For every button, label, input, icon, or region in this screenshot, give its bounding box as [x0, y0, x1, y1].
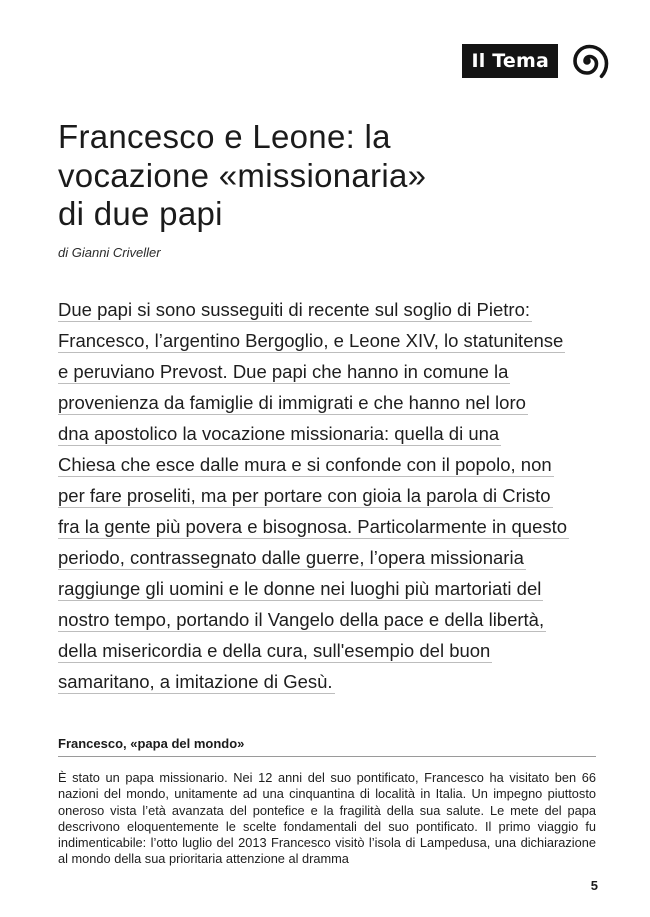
lead-line: Chiesa che esce dalle mura e si confonde con il popolo, non: [58, 450, 554, 477]
article-title: [58, 118, 618, 234]
lead-line: per fare proseliti, ma per portare con gioia la parola di Cristo: [58, 481, 553, 508]
section-badge-label: Il Tema: [462, 44, 558, 78]
lead-paragraph: [58, 295, 578, 698]
spiral-icon: [564, 38, 610, 84]
lead-line: Due papi si sono susseguiti di recente sul soglio di Pietro:: [58, 295, 532, 322]
section-badge: [462, 38, 610, 84]
lead-line: Francesco, l’argentino Bergoglio, e Leone XIV, lo statunitense: [58, 326, 565, 353]
title-line: di due papi: [58, 195, 223, 232]
title-line: Francesco e Leone: la: [58, 118, 391, 155]
lead-line: provenienza da famiglie di immigrati e che hanno nel loro: [58, 388, 528, 415]
section-heading: Francesco, «papa del mondo»: [58, 736, 245, 751]
lead-line: raggiunge gli uomini e le donne nei luoghi più martoriati del: [58, 574, 543, 601]
lead-line: della misericordia e della cura, sull'esempio del buon: [58, 636, 492, 663]
lead-line: fra la gente più povera e bisognosa. Particolarmente in questo: [58, 512, 569, 539]
lead-line: samaritano, a imitazione di Gesù.: [58, 667, 335, 694]
page-number: 5: [590, 878, 598, 893]
title-line: vocazione «missionaria»: [58, 156, 427, 194]
byline: di Gianni Criveller: [58, 245, 161, 260]
body-paragraph: È stato un papa missionario. Nei 12 anni del suo pontificato, Francesco ha visitato ben 66 nazioni del mondo, unitamente ad una cinquantina di località in Italia. Un impegno piuttosto oneroso vista l’età avanzata del pontefice e la fragilità della sua salute. Le mete del papa descrivono eloquentemente le scelte fondamentali del suo pontificato. Il primo viaggio fu indimenticabile: l’otto luglio del 2013 Francesco visitò l’isola di Lampedusa, una dichiarazione al mondo della sua prioritaria attenzione al dramma: [58, 770, 596, 867]
section-divider: [58, 756, 596, 757]
lead-line: e peruviano Prevost. Due papi che hanno in comune la: [58, 357, 510, 384]
lead-line: periodo, contrassegnato dalle guerre, l’opera missionaria: [58, 543, 526, 570]
lead-line: nostro tempo, portando il Vangelo della pace e della libertà,: [58, 605, 546, 632]
lead-line: dna apostolico la vocazione missionaria: quella di una: [58, 419, 501, 446]
